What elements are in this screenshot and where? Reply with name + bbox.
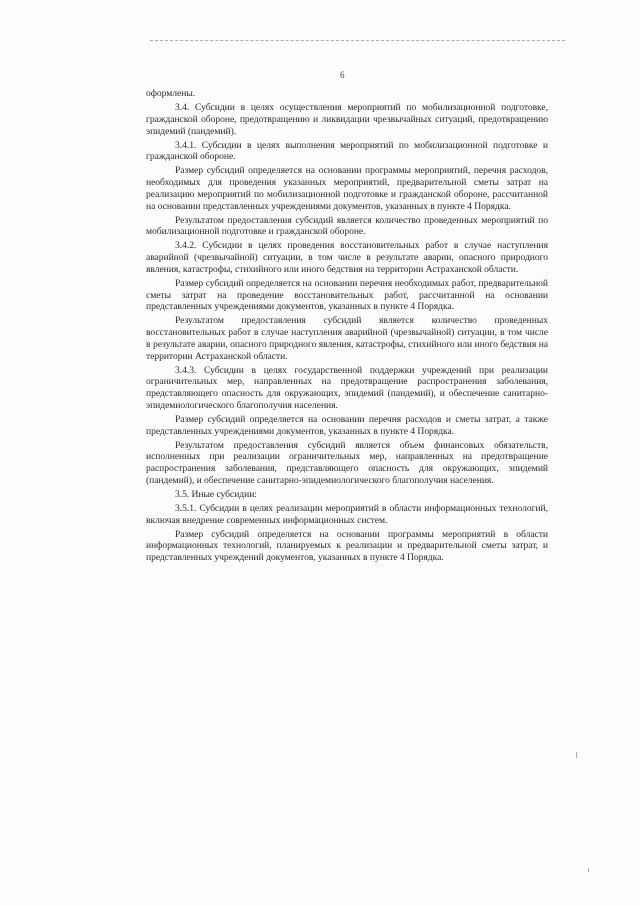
paragraph: Результатом предоставления субсидий является объем финансовых обязательств, исполненных при реализации ограничительных мер, направленных на предотвращение распространения заболевания, представляющего опасность для окружающих, эпидемий (пандемий), и обеспечение санитарно-эпидемиологического благополучия населения. bbox=[146, 439, 548, 486]
paragraph: Размер субсидий определяется на основании перечня необходимых работ, предварительной сметы затрат на проведение восстановительных работ, рассчитанной на основании представленных учреждениями документов, указанных в пункте 4 Порядка. bbox=[146, 277, 548, 313]
paragraph: оформлены. bbox=[146, 88, 196, 99]
paragraph: Размер субсидий определяется на основании программы мероприятий, перечня расходов, необходимых для проведения указанных мероприятий, предварительной сметы затрат на реализацию мероприятий по мобилизационной подготовке и гражданской обороне, рассчитанной на основании представленных учреждениями документов, указанных в пункте 4 Порядка. bbox=[146, 165, 548, 212]
paragraph: Результатом предоставления субсидий является количество проведенных восстановительных работ в случае наступления аварийной (чрезвычайной) ситуации, в том числе в результате аварии, опасного природного явления, катастрофы, стихийного или иного бедствия на территории Астраханской области. bbox=[146, 315, 548, 362]
paragraph: 3.5.1. Субсидии в целях реализации мероприятий в области информационных технологий, включая внедрение современных информационных систем. bbox=[146, 502, 548, 526]
scan-artifact-line bbox=[150, 40, 565, 41]
paragraph: 3.5. Иные субсидии: bbox=[175, 488, 257, 500]
paragraph: 3.4.1. Субсидии в целях выполнения мероприятий по мобилизационной подготовке и гражданской обороне. bbox=[146, 139, 548, 163]
document-body bbox=[146, 88, 548, 566]
paragraph: 3.4.3. Субсидии в целях государственной поддержки учреждений при реализации ограничительных мер, направленных на предотвращение распространения заболевания, представляющего опасность для окружающих, эпидемий (пандемий), и обеспечение санитарно-эпидемиологического благополучия населения. bbox=[146, 364, 548, 411]
paragraph: Результатом предоставления субсидий является количество проведенных мероприятий по мобилизационной подготовке и гражданской обороне. bbox=[146, 214, 548, 238]
scan-speck bbox=[576, 752, 577, 758]
scan-speck bbox=[588, 868, 589, 872]
paragraph: 3.4.2. Субсидии в целях проведения восстановительных работ в случае наступления аварийной (чрезвычайной) ситуации, в том числе в результате аварии, опасного природного явления, катастрофы, стихийного или иного бедствия на территории Астраханской области. bbox=[146, 240, 548, 275]
page-number: 6 bbox=[340, 70, 345, 80]
paragraph: 3.4. Субсидии в целях осуществления мероприятий по мобилизационной подготовке, гражданской обороне, предотвращению и ликвидации чрезвычайных ситуаций, предотвращению эпидемий (пандемий). bbox=[146, 102, 548, 137]
paragraph: Размер субсидий определяется на основании перечня расходов и сметы затрат, а также представленных учреждениями документов, указанных в пункте 4 Порядка. bbox=[146, 413, 548, 437]
paragraph: Размер субсидий определяется на основании программы мероприятий в области информационных технологий, планируемых к реализации и предварительной сметы затрат, и представленных учреждений документов, указанных в пункте 4 Порядка. bbox=[146, 528, 548, 564]
